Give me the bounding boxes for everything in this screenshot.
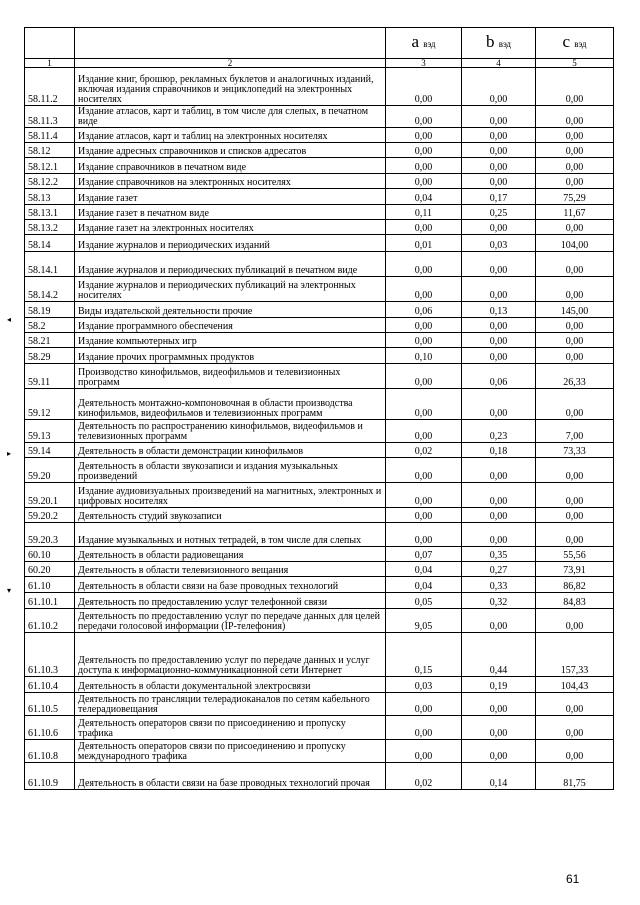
- value-b-cell: 0,00: [462, 174, 536, 189]
- activity-name-cell: Издание книг, брошюр, рекламных буклетов и аналогичных изданий, включая издания справочников и энциклопедий на электронных носителях: [75, 68, 386, 106]
- value-b-cell: 0,19: [462, 677, 536, 693]
- okved-code-cell: 58.13.1: [25, 205, 75, 220]
- header-cell-name: [75, 28, 386, 59]
- value-c-cell: 157,33: [536, 633, 614, 677]
- okved-code-cell: 61.10: [25, 577, 75, 593]
- activity-name-cell: Издание атласов, карт и таблиц на электронных носителях: [75, 128, 386, 143]
- value-a-cell: 0,00: [386, 508, 462, 523]
- value-a-cell: 0,00: [386, 389, 462, 420]
- table-row: [25, 677, 614, 693]
- okved-code-cell: 58.12: [25, 143, 75, 158]
- value-a-cell: 0,04: [386, 189, 462, 205]
- value-b-cell: 0,00: [462, 220, 536, 235]
- value-c-cell: 104,43: [536, 677, 614, 693]
- okved-code-cell: 58.11.4: [25, 128, 75, 143]
- table-row: [25, 128, 614, 143]
- activity-name-cell: Издание справочников в печатном виде: [75, 158, 386, 174]
- activity-name-cell: Издание программного обеспечения: [75, 318, 386, 333]
- table-row: [25, 609, 614, 633]
- value-a-cell: 0,00: [386, 128, 462, 143]
- activity-name-cell: Издание журналов и периодических изданий: [75, 235, 386, 252]
- value-c-cell: 0,00: [536, 483, 614, 508]
- value-b-cell: 0,00: [462, 68, 536, 106]
- activity-name-cell: Деятельность операторов связи по присоединению и пропуску международного трафика: [75, 740, 386, 763]
- value-c-cell: 0,00: [536, 158, 614, 174]
- column-index-row: [25, 59, 614, 68]
- value-a-cell: 0,00: [386, 458, 462, 483]
- column-index-1: 1: [25, 59, 75, 68]
- value-b-cell: 0,00: [462, 158, 536, 174]
- table-row: [25, 508, 614, 523]
- okved-code-cell: 58.13.2: [25, 220, 75, 235]
- margin-arrow-icon: ◂: [7, 315, 12, 324]
- value-a-cell: 0,11: [386, 205, 462, 220]
- value-a-cell: 0,04: [386, 577, 462, 593]
- activity-name-cell: Деятельность операторов связи по присоединению и пропуску трафика: [75, 716, 386, 740]
- activity-name-cell: Издание газет: [75, 189, 386, 205]
- value-b-cell: 0,00: [462, 389, 536, 420]
- value-b-cell: 0,27: [462, 562, 536, 577]
- okved-code-cell: 61.10.8: [25, 740, 75, 763]
- table-row: [25, 348, 614, 364]
- value-c-cell: 84,83: [536, 593, 614, 609]
- activity-name-cell: Издание адресных справочников и списков адресатов: [75, 143, 386, 158]
- okved-code-cell: 58.12.2: [25, 174, 75, 189]
- table-row: [25, 106, 614, 128]
- table-row: [25, 277, 614, 302]
- value-b-cell: 0,00: [462, 740, 536, 763]
- value-c-cell: 0,00: [536, 693, 614, 716]
- table-row: [25, 174, 614, 189]
- value-c-cell: 0,00: [536, 252, 614, 277]
- table-row: [25, 443, 614, 458]
- value-b-cell: 0,25: [462, 205, 536, 220]
- okved-code-cell: 58.11.2: [25, 68, 75, 106]
- okved-code-cell: 58.2: [25, 318, 75, 333]
- header-cell-code: [25, 28, 75, 59]
- value-b-cell: 0,00: [462, 609, 536, 633]
- activity-name-cell: Деятельность монтажно-компоновочная в области производства кинофильмов, видеофильмов и телевизионных программ: [75, 389, 386, 420]
- okved-code-cell: 58.13: [25, 189, 75, 205]
- value-b-cell: 0,00: [462, 458, 536, 483]
- value-b-cell: 0,17: [462, 189, 536, 205]
- value-a-cell: 0,00: [386, 333, 462, 348]
- table-row: [25, 716, 614, 740]
- value-b-cell: 0,44: [462, 633, 536, 677]
- value-b-cell: 0,23: [462, 420, 536, 443]
- page-number: 61: [566, 872, 580, 886]
- table-row: [25, 252, 614, 277]
- table-row: [25, 68, 614, 106]
- value-c-cell: 0,00: [536, 389, 614, 420]
- okved-code-cell: 60.20: [25, 562, 75, 577]
- activity-name-cell: Деятельность по распространению кинофильмов, видеофильмов и телевизионных программ: [75, 420, 386, 443]
- value-c-cell: 86,82: [536, 577, 614, 593]
- value-b-cell: 0,00: [462, 277, 536, 302]
- value-c-cell: 75,29: [536, 189, 614, 205]
- table-row: [25, 547, 614, 562]
- value-a-cell: 0,00: [386, 277, 462, 302]
- value-c-cell: 7,00: [536, 420, 614, 443]
- table-row: [25, 333, 614, 348]
- okved-code-cell: 61.10.9: [25, 763, 75, 790]
- table-row: [25, 577, 614, 593]
- table-row: [25, 562, 614, 577]
- activity-name-cell: Деятельность в области телевизионного вещания: [75, 562, 386, 577]
- activity-name-cell: Деятельность по предоставлению услуг по передаче данных для целей передачи голосовой информации (IP-телефония): [75, 609, 386, 633]
- activity-name-cell: Деятельность по трансляции телерадиоканалов по сетям кабельного телерадиовещания: [75, 693, 386, 716]
- okved-code-cell: 58.19: [25, 302, 75, 318]
- okved-code-cell: 60.10: [25, 547, 75, 562]
- value-b-cell: 0,00: [462, 716, 536, 740]
- table-row: [25, 143, 614, 158]
- value-a-cell: 0,05: [386, 593, 462, 609]
- activity-name-cell: Деятельность студий звукозаписи: [75, 508, 386, 523]
- okved-code-cell: 59.13: [25, 420, 75, 443]
- value-c-cell: 11,67: [536, 205, 614, 220]
- value-c-cell: 26,33: [536, 364, 614, 389]
- value-a-cell: 0,02: [386, 443, 462, 458]
- value-a-cell: 0,00: [386, 220, 462, 235]
- margin-arrow-icon: ▾: [7, 586, 12, 595]
- value-b-cell: 0,33: [462, 577, 536, 593]
- value-b-cell: 0,14: [462, 763, 536, 790]
- value-a-cell: 0,00: [386, 364, 462, 389]
- value-b-cell: 0,13: [462, 302, 536, 318]
- okved-code-cell: 58.14.2: [25, 277, 75, 302]
- activity-name-cell: Издание аудиовизуальных произведений на магнитных, электронных и цифровых носителях: [75, 483, 386, 508]
- table-row: [25, 483, 614, 508]
- activity-name-cell: Издание музыкальных и нотных тетрадей, в том числе для слепых: [75, 523, 386, 547]
- table-row: [25, 302, 614, 318]
- okved-code-cell: 61.10.6: [25, 716, 75, 740]
- okved-code-cell: 58.21: [25, 333, 75, 348]
- table-row: [25, 763, 614, 790]
- activity-name-cell: Издание компьютерных игр: [75, 333, 386, 348]
- value-a-cell: 0,00: [386, 740, 462, 763]
- table-row: [25, 693, 614, 716]
- header-cell-c: c вэд: [536, 28, 614, 59]
- table-row: [25, 318, 614, 333]
- value-b-cell: 0,03: [462, 235, 536, 252]
- value-b-cell: 0,06: [462, 364, 536, 389]
- activity-name-cell: Деятельность по предоставлению услуг телефонной связи: [75, 593, 386, 609]
- table-row: [25, 189, 614, 205]
- value-b-cell: 0,00: [462, 106, 536, 128]
- value-c-cell: 0,00: [536, 106, 614, 128]
- okved-code-cell: 61.10.3: [25, 633, 75, 677]
- value-a-cell: 0,07: [386, 547, 462, 562]
- value-c-cell: 0,00: [536, 508, 614, 523]
- value-a-cell: 0,00: [386, 523, 462, 547]
- value-b-cell: 0,32: [462, 593, 536, 609]
- value-c-cell: 0,00: [536, 174, 614, 189]
- value-a-cell: 0,01: [386, 235, 462, 252]
- value-c-cell: 0,00: [536, 143, 614, 158]
- okved-code-cell: 61.10.5: [25, 693, 75, 716]
- value-b-cell: 0,00: [462, 523, 536, 547]
- table-row: [25, 205, 614, 220]
- table-row: [25, 158, 614, 174]
- table-row: [25, 593, 614, 609]
- activity-name-cell: Деятельность в области демонстрации кинофильмов: [75, 443, 386, 458]
- value-b-cell: 0,18: [462, 443, 536, 458]
- value-a-cell: 0,00: [386, 158, 462, 174]
- value-a-cell: 0,00: [386, 483, 462, 508]
- activity-name-cell: Деятельность по предоставлению услуг по передаче данных и услуг доступа к информационно-коммуникационной сети Интернет: [75, 633, 386, 677]
- value-a-cell: 0,04: [386, 562, 462, 577]
- activity-name-cell: Деятельность в области связи на базе проводных технологий: [75, 577, 386, 593]
- activity-name-cell: Издание атласов, карт и таблиц, в том числе для слепых, в печатном виде: [75, 106, 386, 128]
- value-a-cell: 0,00: [386, 252, 462, 277]
- value-c-cell: 73,91: [536, 562, 614, 577]
- header-cell-b: b вэд: [462, 28, 536, 59]
- value-a-cell: 0,02: [386, 763, 462, 790]
- column-index-3: 3: [386, 59, 462, 68]
- value-a-cell: 0,00: [386, 106, 462, 128]
- value-a-cell: 0,03: [386, 677, 462, 693]
- value-b-cell: 0,00: [462, 348, 536, 364]
- value-a-cell: 0,15: [386, 633, 462, 677]
- value-b-cell: 0,00: [462, 128, 536, 143]
- activity-name-cell: Деятельность в области связи на базе проводных технологий прочая: [75, 763, 386, 790]
- value-b-cell: 0,00: [462, 252, 536, 277]
- value-c-cell: 81,75: [536, 763, 614, 790]
- okved-code-cell: 59.20.3: [25, 523, 75, 547]
- value-b-cell: 0,00: [462, 483, 536, 508]
- value-c-cell: 145,00: [536, 302, 614, 318]
- table-row: [25, 740, 614, 763]
- value-b-cell: 0,00: [462, 693, 536, 716]
- header-row: [25, 28, 614, 59]
- okved-code-cell: 59.12: [25, 389, 75, 420]
- activity-name-cell: Деятельность в области звукозаписи и издания музыкальных произведений: [75, 458, 386, 483]
- okved-code-cell: 58.14.1: [25, 252, 75, 277]
- value-c-cell: 0,00: [536, 609, 614, 633]
- column-index-2: 2: [75, 59, 386, 68]
- value-a-cell: 0,10: [386, 348, 462, 364]
- activity-name-cell: Виды издательской деятельности прочие: [75, 302, 386, 318]
- okved-code-cell: 61.10.4: [25, 677, 75, 693]
- okved-code-cell: 58.12.1: [25, 158, 75, 174]
- data-table: [24, 27, 614, 790]
- value-a-cell: 9,05: [386, 609, 462, 633]
- value-c-cell: 0,00: [536, 458, 614, 483]
- value-c-cell: 0,00: [536, 523, 614, 547]
- okved-code-cell: 58.14: [25, 235, 75, 252]
- value-a-cell: 0,00: [386, 693, 462, 716]
- value-b-cell: 0,00: [462, 143, 536, 158]
- value-c-cell: 0,00: [536, 740, 614, 763]
- value-c-cell: 0,00: [536, 348, 614, 364]
- okved-code-cell: 59.11: [25, 364, 75, 389]
- value-c-cell: 0,00: [536, 716, 614, 740]
- table-row: [25, 420, 614, 443]
- value-a-cell: 0,00: [386, 318, 462, 333]
- activity-name-cell: Издание журналов и периодических публикаций на электронных носителях: [75, 277, 386, 302]
- activity-name-cell: Производство кинофильмов, видеофильмов и телевизионных программ: [75, 364, 386, 389]
- activity-name-cell: Деятельность в области радиовещания: [75, 547, 386, 562]
- value-c-cell: 0,00: [536, 220, 614, 235]
- table-row: [25, 633, 614, 677]
- table-row: [25, 364, 614, 389]
- table-row: [25, 235, 614, 252]
- activity-name-cell: Издание справочников на электронных носителях: [75, 174, 386, 189]
- value-b-cell: 0,35: [462, 547, 536, 562]
- value-c-cell: 104,00: [536, 235, 614, 252]
- margin-arrow-icon: ▸: [7, 449, 12, 458]
- table-row: [25, 389, 614, 420]
- okved-code-cell: 58.29: [25, 348, 75, 364]
- value-c-cell: 0,00: [536, 318, 614, 333]
- okved-code-cell: 59.14: [25, 443, 75, 458]
- okved-code-cell: 59.20: [25, 458, 75, 483]
- value-b-cell: 0,00: [462, 318, 536, 333]
- value-a-cell: 0,00: [386, 420, 462, 443]
- header-cell-a: a вэд: [386, 28, 462, 59]
- value-a-cell: 0,00: [386, 174, 462, 189]
- table-row: [25, 458, 614, 483]
- table-row: [25, 220, 614, 235]
- value-b-cell: 0,00: [462, 333, 536, 348]
- okved-code-cell: 59.20.1: [25, 483, 75, 508]
- column-index-5: 5: [536, 59, 614, 68]
- okved-code-cell: 61.10.2: [25, 609, 75, 633]
- okved-code-cell: 59.20.2: [25, 508, 75, 523]
- activity-name-cell: Издание газет в печатном виде: [75, 205, 386, 220]
- activity-name-cell: Издание журналов и периодических публикаций в печатном виде: [75, 252, 386, 277]
- value-a-cell: 0,00: [386, 68, 462, 106]
- value-a-cell: 0,00: [386, 143, 462, 158]
- value-c-cell: 0,00: [536, 128, 614, 143]
- column-index-4: 4: [462, 59, 536, 68]
- table-row: [25, 523, 614, 547]
- okved-code-cell: 61.10.1: [25, 593, 75, 609]
- activity-name-cell: Издание прочих программных продуктов: [75, 348, 386, 364]
- activity-name-cell: Деятельность в области документальной электросвязи: [75, 677, 386, 693]
- value-c-cell: 55,56: [536, 547, 614, 562]
- value-c-cell: 73,33: [536, 443, 614, 458]
- value-c-cell: 0,00: [536, 277, 614, 302]
- activity-name-cell: Издание газет на электронных носителях: [75, 220, 386, 235]
- value-c-cell: 0,00: [536, 68, 614, 106]
- value-c-cell: 0,00: [536, 333, 614, 348]
- value-a-cell: 0,00: [386, 716, 462, 740]
- okved-code-cell: 58.11.3: [25, 106, 75, 128]
- value-b-cell: 0,00: [462, 508, 536, 523]
- value-a-cell: 0,06: [386, 302, 462, 318]
